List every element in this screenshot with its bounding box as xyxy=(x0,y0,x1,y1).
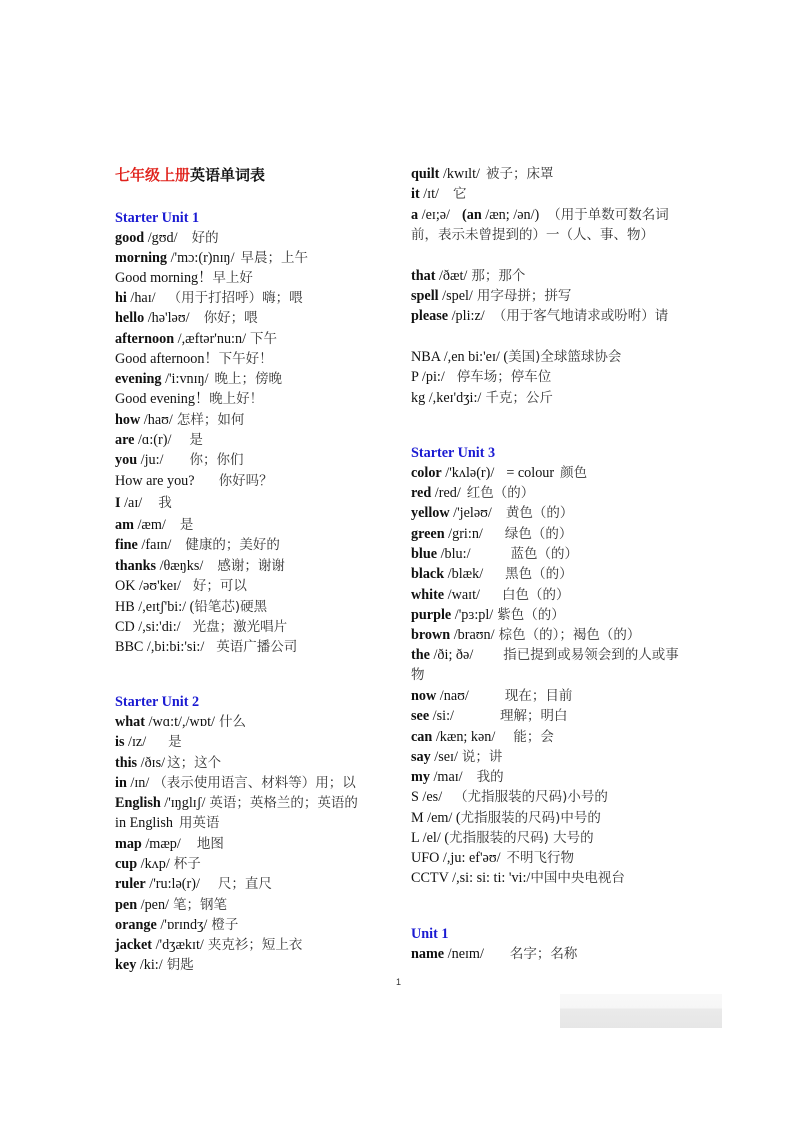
entry-phonetic: /ði; ðə/ xyxy=(429,647,474,663)
entry-meaning: 千克；公斤 xyxy=(485,390,553,406)
entry-word-alt: (an xyxy=(462,207,482,223)
vocab-entry xyxy=(411,483,534,503)
vocab-entry xyxy=(115,430,203,450)
entry-word: good xyxy=(115,230,145,246)
entry-word: you xyxy=(115,452,138,468)
entry-meaning: 尺；直尺 xyxy=(217,876,272,892)
entry-phonetic: /,æftər'nu:n/ xyxy=(174,331,247,347)
entry-meaning: 下午好！ xyxy=(218,351,273,367)
vocab-entry xyxy=(411,306,691,326)
entry-term: M /em/ ( xyxy=(411,810,461,826)
entry-phonetic: /braʊn/ xyxy=(450,627,495,643)
entry-word: that xyxy=(411,268,436,284)
vocab-entry xyxy=(115,793,358,813)
entry-phonetic: /kʌp/ xyxy=(137,856,170,872)
entry-word: brown xyxy=(411,627,451,643)
entry-phonetic: /'ru:lə(r)/ xyxy=(145,876,200,892)
entry-word: can xyxy=(411,729,433,745)
entry-meaning: （用于客气地请求或吩咐）请 xyxy=(492,308,669,324)
entry-meaning: 被子；床罩 xyxy=(486,166,554,182)
vocab-entry xyxy=(115,493,172,513)
entry-meaning: 橙子 xyxy=(211,917,239,933)
entry-phonetic: /wɑ:t/,/wɒt/ xyxy=(144,714,215,730)
entry-word: purple xyxy=(411,607,452,623)
entry-word: color xyxy=(411,465,442,481)
entry-meaning: 不明飞行物 xyxy=(506,850,575,866)
document-title xyxy=(115,166,265,186)
entry-phonetic: /mæp/ xyxy=(141,836,181,852)
entry-meaning: 早晨；上午 xyxy=(240,250,309,266)
vocab-entry xyxy=(115,895,227,915)
entry-word: what xyxy=(115,714,145,730)
entry-word: the xyxy=(411,647,430,663)
entry-phonetic: /red/ xyxy=(431,485,461,501)
entry-phonetic: /neɪm/ xyxy=(444,946,484,962)
entry-word: fine xyxy=(115,537,138,553)
entry-word: is xyxy=(115,734,125,750)
vocab-entry xyxy=(115,389,263,409)
entry-word: key xyxy=(115,957,137,973)
vocab-entry xyxy=(115,955,194,975)
entry-word: pen xyxy=(115,897,138,913)
vocab-entry xyxy=(411,605,565,625)
entry-meaning: 蓝色（的） xyxy=(510,546,579,562)
vocab-entry xyxy=(411,686,572,706)
entry-meaning: 晚上好！ xyxy=(209,391,264,407)
entry-meaning: 我 xyxy=(158,495,172,511)
entry-meaning: （用于打招呼）嗨；喂 xyxy=(167,290,303,306)
entry-word: it xyxy=(411,186,420,202)
entry-meaning: 英语广播公司 xyxy=(216,639,298,655)
vocab-entry xyxy=(411,564,573,584)
vocab-entry xyxy=(115,410,244,430)
entry-meaning: 你好；喂 xyxy=(203,310,258,326)
entry-phonetic: /'kʌlə(r)/ xyxy=(441,465,495,481)
entry-term: P /pi:/ xyxy=(411,369,445,385)
vocab-entry xyxy=(115,637,297,657)
entry-phonetic: /naʊ/ xyxy=(436,688,469,704)
entry-term: HB /,eɪtʃ'bi:/ ( xyxy=(115,599,195,615)
entry-phonetic: /blæk/ xyxy=(444,566,484,582)
entry-word: blue xyxy=(411,546,438,562)
entry-term: Good evening！ xyxy=(115,391,210,407)
entry-meaning: 这；这个 xyxy=(167,755,222,771)
entry-word: spell xyxy=(411,288,439,304)
entry-meaning: （表示使用语言、材料等）用；以 xyxy=(153,775,356,791)
vocab-entry xyxy=(115,854,201,874)
entry-meaning: 能；会 xyxy=(513,729,554,745)
entry-word: map xyxy=(115,836,142,852)
entry-word: in xyxy=(115,775,127,791)
vocab-entry xyxy=(115,515,193,535)
entry-phonetic: /'mɔ:(r)nɪŋ/ xyxy=(167,250,235,266)
entry-word: red xyxy=(411,485,432,501)
entry-phonetic: /kwɪlt/ xyxy=(439,166,480,182)
unit-heading: Starter Unit 2 xyxy=(115,694,200,710)
entry-phonetic: /maɪ/ xyxy=(429,769,463,785)
vocab-entry xyxy=(411,868,625,888)
entry-word: orange xyxy=(115,917,157,933)
entry-meaning: 颜色 xyxy=(560,465,588,481)
entry-term: BBC /,bi:bi:'si:/ xyxy=(115,639,205,655)
entry-meaning: 指已提到或易领会到的人或事物 xyxy=(411,647,679,683)
vocab-entry xyxy=(411,645,691,685)
vocab-entry xyxy=(115,712,246,732)
entry-term: UFO /,ju: ef'əʊ/ xyxy=(411,850,501,866)
entry-word: please xyxy=(411,308,449,324)
unit-heading: Starter Unit 1 xyxy=(115,210,200,226)
entry-word: evening xyxy=(115,371,162,387)
entry-word: name xyxy=(411,946,445,962)
entry-phonetic: /hə'ləʊ/ xyxy=(144,310,190,326)
entry-phonetic-alt: /æn; /ən/) xyxy=(481,207,540,223)
entry-meaning: 理解；明白 xyxy=(499,708,568,724)
page-number: 1 xyxy=(396,977,402,987)
vocab-entry xyxy=(411,727,554,747)
entry-meaning: 是 xyxy=(179,517,194,533)
vocab-entry xyxy=(115,369,282,389)
entry-meaning: 白色（的） xyxy=(501,587,570,603)
entry-word: quilt xyxy=(411,166,440,182)
vocab-entry xyxy=(411,524,572,544)
vocab-entry xyxy=(115,228,219,248)
entry-meaning: 下午 xyxy=(250,331,278,347)
entry-phonetic: /'pɜ:pl/ xyxy=(451,607,494,623)
entry-meaning: （用于单数可数名词前，表示未曾提到的）一（人、事、物） xyxy=(411,207,669,243)
vocab-entry xyxy=(115,597,267,617)
entry-meaning: 什么 xyxy=(219,714,246,730)
vocab-entry xyxy=(115,556,285,576)
entry-meaning: 用字母拼；拼写 xyxy=(476,288,572,304)
vocab-entry xyxy=(411,367,551,387)
entry-phonetic: /haʊ/ xyxy=(140,412,173,428)
entry-meaning: 早上好 xyxy=(212,270,253,286)
vocab-entry xyxy=(115,268,253,288)
vocab-entry xyxy=(411,503,573,523)
vocab-entry xyxy=(115,935,302,955)
entry-word: say xyxy=(411,749,431,765)
entry-term: in English xyxy=(115,815,173,831)
vocab-entry xyxy=(411,828,594,848)
entry-meaning: 尤指服装的尺码)中号的 xyxy=(460,810,601,826)
vocab-entry xyxy=(411,463,587,483)
entry-meaning: 好；可以 xyxy=(192,578,247,594)
vocab-entry xyxy=(411,706,567,726)
entry-phonetic: /ɪt/ xyxy=(419,186,439,202)
entry-word: morning xyxy=(115,250,168,266)
vocab-entry xyxy=(115,308,258,328)
entry-meaning: 你；你们 xyxy=(189,452,244,468)
entry-meaning: 停车场；停车位 xyxy=(456,369,552,385)
entry-meaning: 它 xyxy=(453,186,467,202)
entry-phonetic: /'jeləʊ/ xyxy=(449,505,492,521)
vocab-entry xyxy=(115,329,277,349)
entry-meaning: 晚上；傍晚 xyxy=(214,371,283,387)
entry-phonetic: /waɪt/ xyxy=(444,587,480,603)
vocab-entry xyxy=(115,834,224,854)
entry-term: S /es/ xyxy=(411,789,443,805)
entry-term: Good afternoon！ xyxy=(115,351,219,367)
vocab-entry xyxy=(411,266,525,286)
entry-word: see xyxy=(411,708,430,724)
entry-meaning: 地图 xyxy=(196,836,224,852)
entry-term: How are you? xyxy=(115,473,195,489)
entry-meaning: 好的 xyxy=(191,230,219,246)
entry-meaning: 尤指服装的尺码) 大号的 xyxy=(449,830,594,846)
entry-phonetic: /gri:n/ xyxy=(444,526,483,542)
entry-alt-spelling: = colour xyxy=(506,465,555,481)
entry-word: my xyxy=(411,769,430,785)
vocab-entry xyxy=(115,576,247,596)
entry-word: hello xyxy=(115,310,145,326)
entry-meaning: 夹克衫；短上衣 xyxy=(207,937,303,953)
vocab-entry xyxy=(411,286,571,306)
entry-word: are xyxy=(115,432,135,448)
entry-meaning: 你好吗？ xyxy=(218,473,273,489)
entry-meaning: 光盘；激光唱片 xyxy=(192,619,288,635)
vocab-entry xyxy=(411,585,569,605)
unit-heading: Unit 1 xyxy=(411,926,449,942)
blurred-watermark xyxy=(560,994,722,1028)
vocab-entry xyxy=(115,450,244,470)
entry-word: yellow xyxy=(411,505,450,521)
entry-meaning: 钥匙 xyxy=(166,957,194,973)
entry-phonetic: /faɪn/ xyxy=(137,537,172,553)
entry-meaning: 笔；钢笔 xyxy=(173,897,227,913)
entry-meaning: 怎样；如何 xyxy=(176,412,245,428)
entry-word: afternoon xyxy=(115,331,175,347)
entry-word: white xyxy=(411,587,445,603)
entry-meaning: 紫色（的） xyxy=(497,607,565,623)
vocab-entry xyxy=(411,625,640,645)
entry-phonetic: /gʊd/ xyxy=(144,230,178,246)
entry-term: CCTV /,si: si: ti: 'vi:/ xyxy=(411,870,531,886)
entry-phonetic: /pli:z/ xyxy=(448,308,485,324)
entry-phonetic: /pen/ xyxy=(137,897,169,913)
vocab-entry xyxy=(115,773,356,793)
entry-meaning: 中国中央电视台 xyxy=(530,870,625,886)
entry-meaning: 感谢；谢谢 xyxy=(217,558,285,574)
entry-word: jacket xyxy=(115,937,153,953)
vocab-entry xyxy=(411,205,691,245)
entry-word: I xyxy=(115,495,121,511)
entry-meaning: 红色（的） xyxy=(466,485,535,501)
entry-meaning: 黄色（的） xyxy=(505,505,574,521)
vocab-entry xyxy=(411,388,553,408)
entry-phonetic: /eɪ;ə/ xyxy=(418,207,451,223)
entry-meaning: 健康的；美好的 xyxy=(185,537,280,553)
entry-phonetic: /aɪ/ xyxy=(120,495,143,511)
entry-meaning: 用英语 xyxy=(178,815,220,831)
entry-phonetic: /si:/ xyxy=(429,708,454,724)
entry-word: thanks xyxy=(115,558,157,574)
vocab-entry xyxy=(411,767,504,787)
vocab-entry xyxy=(115,753,221,773)
entry-term: kg /,keɪ'dʒi:/ xyxy=(411,390,482,406)
vocab-entry xyxy=(115,813,219,833)
vocab-entry xyxy=(411,747,502,767)
entry-phonetic: /'dʒækɪt/ xyxy=(152,937,204,953)
entry-term: NBA /,en bi:'eɪ/ ( xyxy=(411,349,509,365)
entry-phonetic: /ɪz/ xyxy=(124,734,147,750)
entry-term: OK /əʊ'keɪ/ xyxy=(115,578,181,594)
entry-term: CD /,si:'di:/ xyxy=(115,619,181,635)
vocab-entry xyxy=(411,848,574,868)
vocab-entry xyxy=(115,535,280,555)
entry-word: hi xyxy=(115,290,127,306)
entry-word: this xyxy=(115,755,138,771)
unit-heading: Starter Unit 3 xyxy=(411,445,496,461)
entry-phonetic: /'i:vnɪŋ/ xyxy=(161,371,209,387)
entry-term: Good morning！ xyxy=(115,270,213,286)
entry-word: ruler xyxy=(115,876,146,892)
entry-meaning: 棕色（的）；褐色（的） xyxy=(498,627,641,643)
entry-phonetic: /'ɒrɪndʒ/ xyxy=(156,917,208,933)
entry-phonetic: /spel/ xyxy=(438,288,473,304)
entry-word: now xyxy=(411,688,437,704)
entry-meaning: 是 xyxy=(189,432,203,448)
entry-phonetic: /ki:/ xyxy=(136,957,163,973)
entry-phonetic: /ju:/ xyxy=(137,452,164,468)
entry-meaning: 那；那个 xyxy=(471,268,526,284)
entry-meaning: 英语；英格兰的；英语的 xyxy=(209,795,358,811)
entry-phonetic: /ðæt/ xyxy=(435,268,468,284)
entry-word: a xyxy=(411,207,419,223)
entry-phonetic: /ðɪs/ xyxy=(137,755,166,771)
entry-phonetic: /kæn; kən/ xyxy=(432,729,496,745)
entry-meaning: 美国)全球篮球协会 xyxy=(508,349,622,365)
title-wordlist: 英语单词表 xyxy=(190,168,266,184)
entry-phonetic: /haɪ/ xyxy=(126,290,156,306)
entry-meaning: 杯子 xyxy=(173,856,201,872)
vocab-entry xyxy=(411,164,554,184)
vocab-entry xyxy=(411,347,621,367)
entry-word: black xyxy=(411,566,445,582)
entry-phonetic: /θæŋks/ xyxy=(156,558,204,574)
vocab-entry xyxy=(115,248,308,268)
entry-meaning: 绿色（的） xyxy=(504,526,573,542)
vocab-entry xyxy=(115,874,272,894)
entry-meaning: 是 xyxy=(168,734,182,750)
vocab-entry xyxy=(115,732,182,752)
entry-meaning: 现在；目前 xyxy=(504,688,573,704)
vocab-entry xyxy=(115,471,273,491)
entry-meaning: 黑色（的） xyxy=(505,566,573,582)
vocab-entry xyxy=(115,915,238,935)
title-grade: 七年级上册 xyxy=(115,168,191,184)
entry-phonetic: /seɪ/ xyxy=(430,749,458,765)
vocab-entry xyxy=(411,944,577,964)
entry-word: how xyxy=(115,412,141,428)
vocab-entry xyxy=(411,184,467,204)
entry-phonetic: /æm/ xyxy=(133,517,166,533)
entry-phonetic: /'ɪŋglɪʃ/ xyxy=(160,795,206,811)
entry-meaning: 我的 xyxy=(476,769,504,785)
vocab-entry xyxy=(411,808,601,828)
entry-word: cup xyxy=(115,856,138,872)
entry-phonetic: /blu:/ xyxy=(437,546,471,562)
entry-word: am xyxy=(115,517,134,533)
entry-meaning: （尤指服装的尺码)小号的 xyxy=(454,789,608,805)
vocab-entry xyxy=(411,787,608,807)
vocab-entry xyxy=(115,288,303,308)
entry-word: English xyxy=(115,795,161,811)
vocab-entry xyxy=(115,349,273,369)
entry-phonetic: /ɪn/ xyxy=(126,775,150,791)
vocab-entry xyxy=(115,617,287,637)
entry-meaning: 铅笔芯)硬黑 xyxy=(194,599,268,615)
entry-meaning: 名字；名称 xyxy=(509,946,578,962)
entry-phonetic: /ɑ:(r)/ xyxy=(134,432,172,448)
vocab-entry xyxy=(411,544,578,564)
entry-term: L /el/ ( xyxy=(411,830,450,846)
entry-meaning: 说；讲 xyxy=(461,749,503,765)
entry-word: green xyxy=(411,526,445,542)
